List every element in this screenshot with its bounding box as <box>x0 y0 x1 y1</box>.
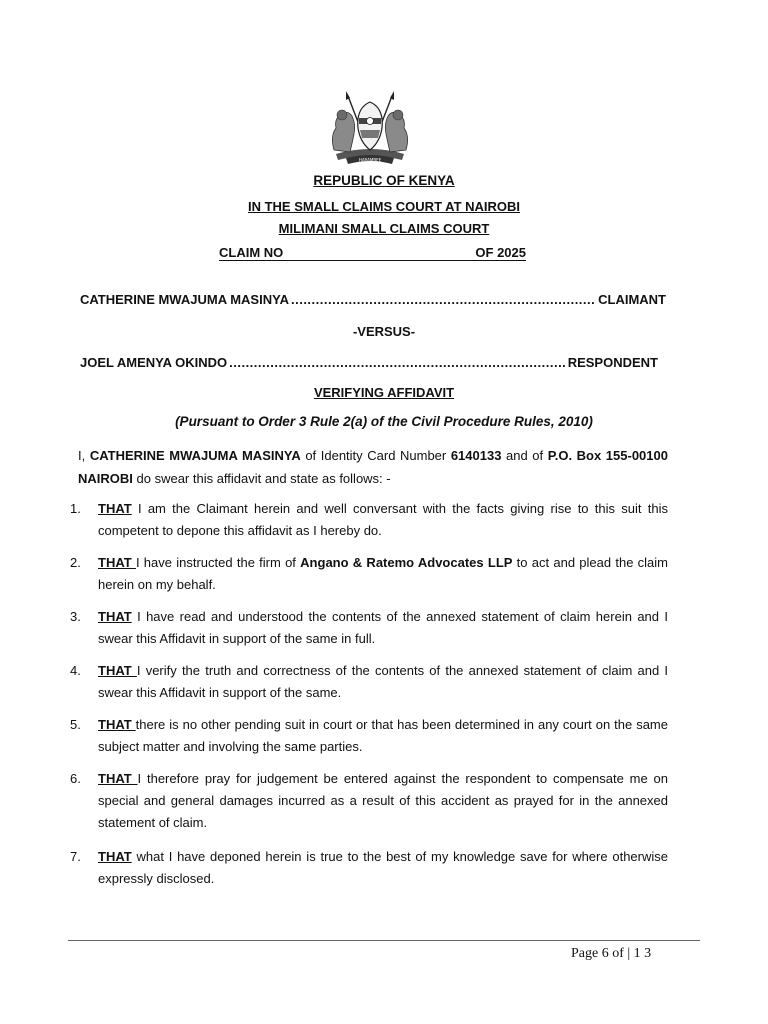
paragraph-5 <box>70 714 668 758</box>
paragraph-1 <box>70 498 668 542</box>
paragraph-text: I have instructed the firm of <box>135 555 301 570</box>
paragraph-3 <box>70 606 668 650</box>
heading-division: MILIMANI SMALL CLAIMS COURT <box>278 221 490 236</box>
that-keyword: THAT <box>98 717 136 732</box>
paragraph-text: I have read and understood the contents of the annexed statement of claim herein and I swear this Affidavit in support of the same in full. <box>98 609 668 646</box>
claim-year: OF 2025 <box>475 245 526 260</box>
paragraph-number: 6. <box>70 771 81 786</box>
respondent-line <box>80 355 658 370</box>
paragraph-text: I verify the truth and correctness of the contents of the annexed statement of claim and I swear this Affidavit in support of the same. <box>98 663 668 700</box>
deponent-name: CATHERINE MWAJUMA MASINYA <box>89 448 301 463</box>
coat-of-arms-motto: HARAMBEE <box>358 157 382 163</box>
paragraph-4 <box>70 660 668 704</box>
coat-of-arms-icon <box>322 88 418 168</box>
paragraph-text: there is no other pending suit in court or that has been determined in any court on the same subject matter and involving the same parties. <box>98 717 668 754</box>
id-number: 6140133 <box>450 448 502 463</box>
paragraph-number: 7. <box>70 849 81 864</box>
versus-label: -VERSUS- <box>352 324 416 339</box>
paragraph-number: 2. <box>70 555 81 570</box>
intro-text: and of <box>501 448 548 463</box>
page-number: Page 6 of | 1 3 <box>571 946 652 961</box>
intro-text: of Identity Card Number <box>300 448 451 463</box>
intro-prefix: I, <box>78 448 90 463</box>
paragraph-text: to act and plead the claim herein on my behalf. <box>98 555 669 592</box>
claimant-name: CATHERINE MWAJUMA MASINYA <box>80 292 289 307</box>
intro-text: do swear this affidavit and state as follows: - <box>132 471 391 486</box>
paragraph-number: 5. <box>70 717 81 732</box>
claimant-role: CLAIMANT <box>598 292 666 307</box>
respondent-role: RESPONDENT <box>567 355 658 370</box>
paragraph-6 <box>70 768 668 834</box>
claim-number-line <box>219 245 526 261</box>
paragraph-number: 4. <box>70 663 81 678</box>
paragraph-text: what I have deponed herein is true to the best of my knowledge save for where otherwise expressly disclosed. <box>98 849 668 886</box>
deponent-address: P.O. Box 155-00100 NAIROBI <box>78 448 668 486</box>
that-keyword: THAT <box>98 609 132 624</box>
paragraph-number: 3. <box>70 609 81 624</box>
paragraph-text: I am the Claimant herein and well conversant with the facts giving rise to this suit this competent to depone this affidavit as I hereby do. <box>98 501 668 538</box>
document-subtitle: (Pursuant to Order 3 Rule 2(a) of the Civil Procedure Rules, 2010) <box>175 414 593 429</box>
respondent-name: JOEL AMENYA OKINDO <box>80 355 228 370</box>
footer-divider <box>68 940 700 941</box>
that-keyword: THAT <box>98 663 137 678</box>
heading-court: IN THE SMALL CLAIMS COURT AT NAIROBI <box>247 199 521 214</box>
law-firm-name: Angano & Ratemo Advocates LLP <box>300 555 513 570</box>
paragraph-7 <box>70 846 668 890</box>
paragraph-number: 1. <box>70 501 81 516</box>
that-keyword: THAT <box>98 771 138 786</box>
claimant-line <box>80 292 666 307</box>
intro-paragraph <box>78 444 668 490</box>
leader-dots <box>291 292 596 307</box>
paragraph-text: I therefore pray for judgement be entered against the respondent to compensate me on special and general damages incurred as a result of this accident as prayed for in the annexed statement of claim. <box>98 771 668 830</box>
claim-number-label: CLAIM NO <box>219 245 284 260</box>
leader-dots <box>229 355 566 370</box>
that-keyword: THAT <box>98 849 132 864</box>
paragraph-2 <box>70 552 668 596</box>
that-keyword: THAT <box>98 501 132 516</box>
heading-republic: REPUBLIC OF KENYA <box>313 173 455 188</box>
document-title: VERIFYING AFFIDAVIT <box>313 385 455 400</box>
that-keyword: THAT <box>98 555 136 570</box>
